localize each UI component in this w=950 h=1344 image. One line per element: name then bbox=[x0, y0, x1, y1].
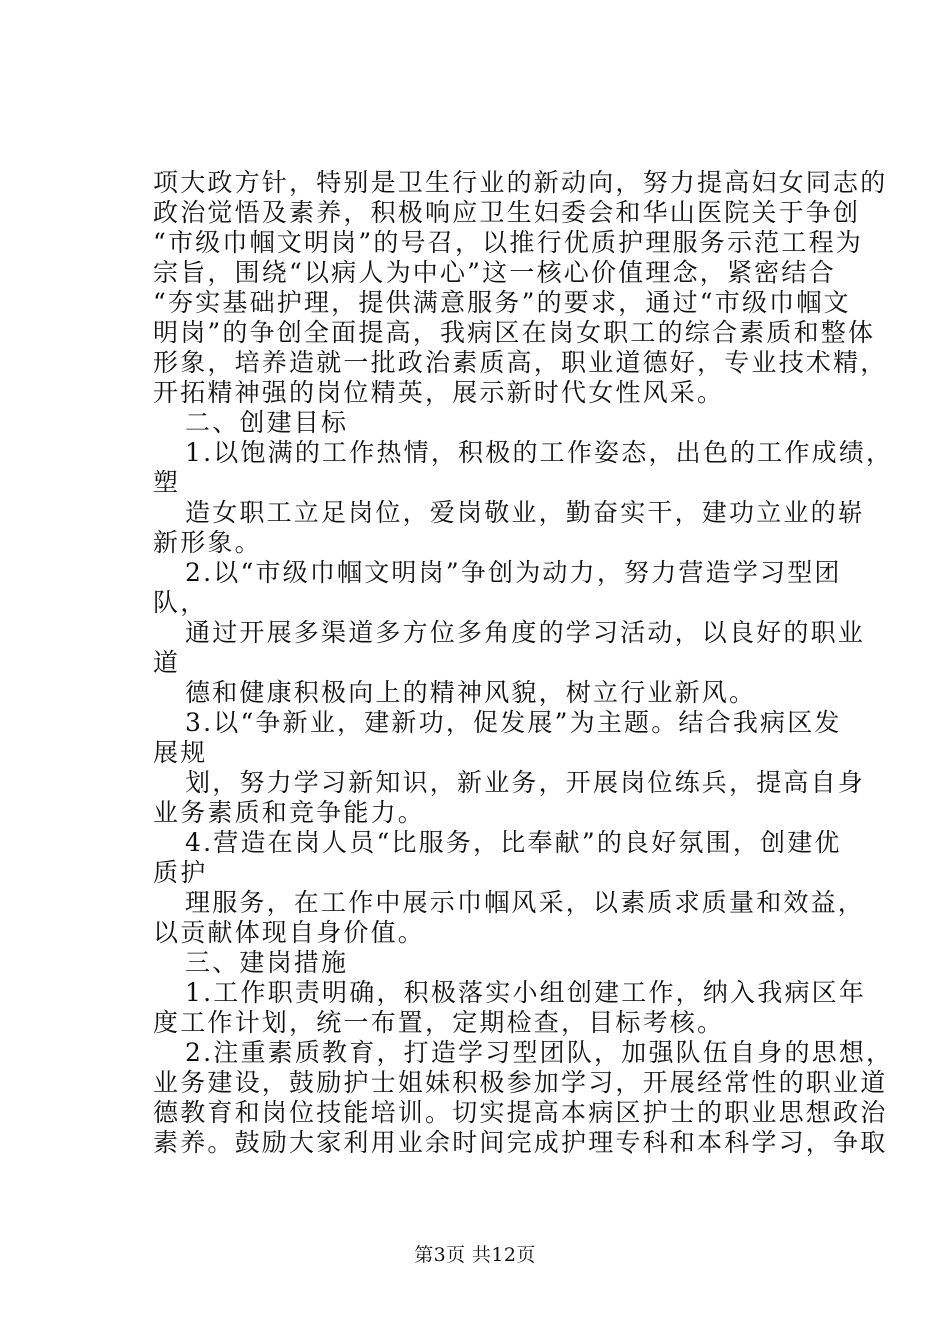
list-item-line: 造女职工立足岗位，爱岗敬业，勤奋实干，建功立业的崭 bbox=[185, 498, 866, 527]
list-item-line: 新形象。 bbox=[153, 528, 262, 557]
list-item-line: 2.注重素质教育，打造学习型团队，加强队伍自身的思想， bbox=[185, 1038, 894, 1067]
list-item-line: 度工作计划，统一布置，定期检查，目标考核。 bbox=[153, 1008, 725, 1037]
list-item-line: 以贡献体现自身价值。 bbox=[153, 918, 426, 947]
paragraph-line: 宗旨，围绕“以病人为中心”这一核心价值理念，紧密结合 bbox=[153, 258, 836, 287]
section-heading-measures: 三、建岗措施 bbox=[185, 948, 349, 977]
list-item-line: 业务素质和竞争能力。 bbox=[153, 798, 426, 827]
list-item-line: 质护 bbox=[153, 858, 208, 887]
list-item-line: 2.以“市级巾帼文明岗”争创为动力，努力营造学习型团 bbox=[185, 558, 842, 587]
paragraph-line: “市级巾帼文明岗”的号召，以推行优质护理服务示范工程为 bbox=[153, 228, 863, 257]
paragraph-line: 形象，培养造就一批政治素质高，职业道德好，专业技术精， bbox=[153, 348, 888, 377]
list-item-line: 业务建设，鼓励护士姐妹积极参加学习，开展经常性的职业道 bbox=[153, 1068, 888, 1097]
list-item-line: 1.以饱满的工作热情，积极的工作姿态，出色的工作成绩， bbox=[185, 438, 894, 467]
list-item-line: 通过开展多渠道多方位多角度的学习活动，以良好的职业 bbox=[185, 618, 866, 647]
list-item-line: 素养。鼓励大家利用业余时间完成护理专科和本科学习，争取 bbox=[153, 1128, 888, 1157]
list-item-line: 塑 bbox=[153, 468, 181, 497]
paragraph-line: 明岗”的争创全面提高，我病区在岗女职工的综合素质和整体 bbox=[153, 318, 876, 347]
document-body bbox=[153, 168, 894, 1158]
paragraph-line: 项大政方针，特别是卫生行业的新动向，努力提高妇女同志的 bbox=[153, 168, 888, 197]
list-item-line: 3.以“争新业，建新功，促发展”为主题。结合我病区发 bbox=[185, 708, 842, 737]
paragraph-line: 政治觉悟及素养，积极响应卫生妇委会和华山医院关于争创 bbox=[153, 198, 861, 227]
list-item-line: 德和健康积极向上的精神风貌，树立行业新风。 bbox=[185, 678, 757, 707]
list-item-line: 道 bbox=[153, 648, 181, 677]
list-item-line: 德教育和岗位技能培训。切实提高本病区护士的职业思想政治 bbox=[153, 1098, 888, 1127]
paragraph-line: 开拓精神强的岗位精英，展示新时代女性风采。 bbox=[153, 378, 725, 407]
list-item-line: 4.营造在岗人员“比服务，比奉献”的良好氛围，创建优 bbox=[185, 828, 842, 857]
list-item-line: 划，努力学习新知识，新业务，开展岗位练兵，提高自身 bbox=[185, 768, 866, 797]
list-item-line: 1.工作职责明确，积极落实小组创建工作，纳入我病区年 bbox=[185, 978, 867, 1007]
list-item-line: 队， bbox=[153, 588, 208, 617]
page-number-footer: 第3页 共12页 bbox=[414, 1244, 536, 1266]
list-item-line: 理服务，在工作中展示巾帼风采，以素质求质量和效益， bbox=[185, 888, 866, 917]
paragraph-line: “夯实基础护理，提供满意服务”的要求，通过“市级巾帼文 bbox=[153, 288, 851, 317]
section-heading-goals: 二、创建目标 bbox=[185, 408, 349, 437]
list-item-line: 展规 bbox=[153, 738, 208, 767]
